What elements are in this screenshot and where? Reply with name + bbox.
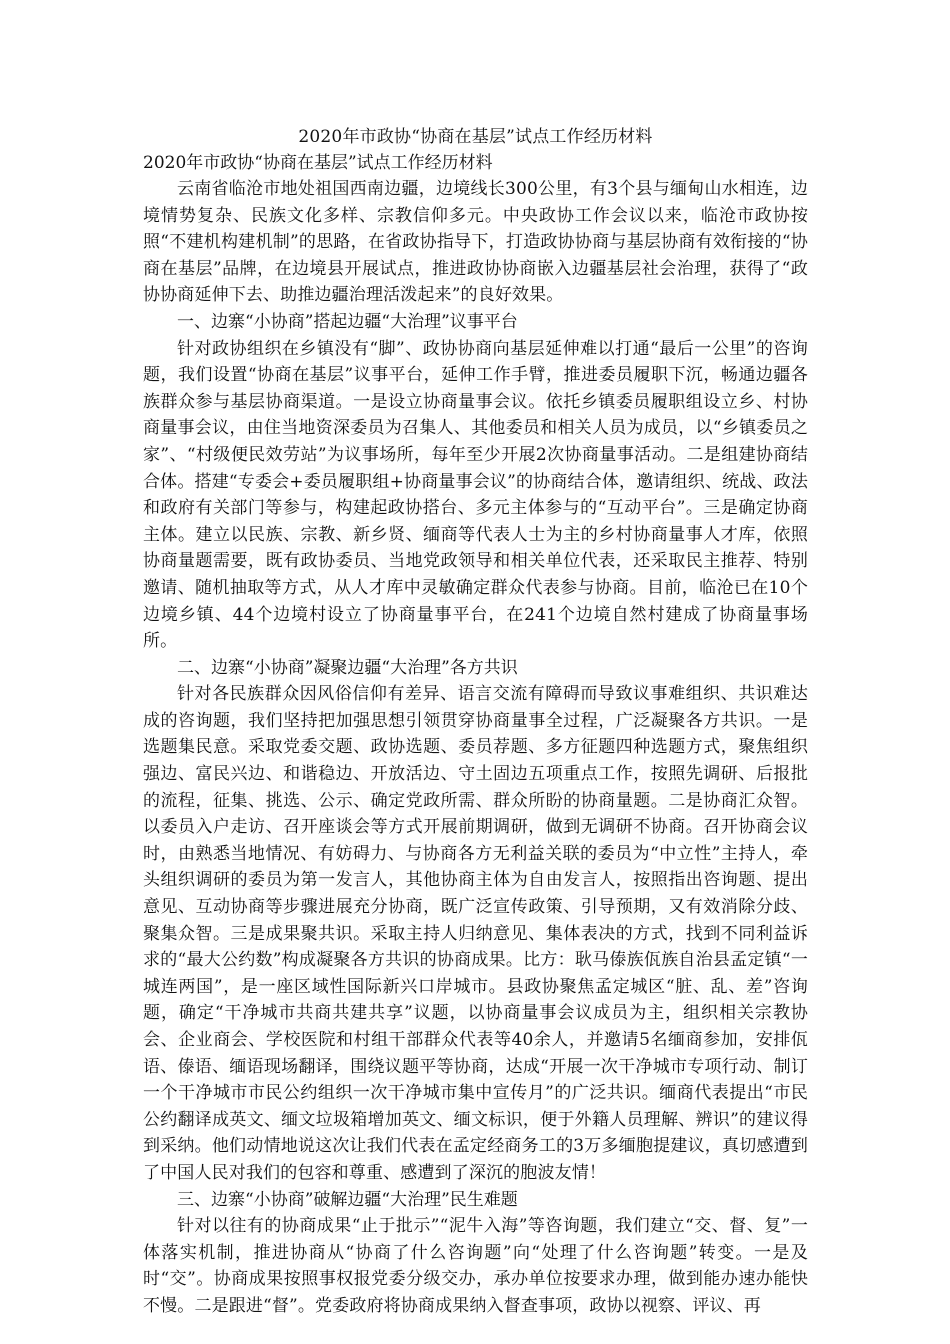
section-body-1: 针对政协组织在乡镇没有“脚”、政协协商向基层延伸难以打通“最后一公里”的咨询题，我们设置“协商在基层”议事平台，延伸工作手臂，推进委员履职下沉，畅通边疆各族群众参与基层协商渠道。一是设立协商量事会议。依托乡镇委员履职组设立乡、村协商量事会议，由住当地资深委员为召集人、其他委员和相关人员为成员，以“乡镇委员之家”、“村级便民效劳站”为议事场所，每年至少开展2次协商量事活动。二是组建协商结合体。搭建“专委会+委员履职组+协商量事会议”的协商结合体，邀请组织、统战、政法和政府有关部门等参与，构建起政协搭台、多元主体参与的“互动平台”。三是确定协商主体。建立以民族、宗教、新乡贤、缅商等代表人士为主的乡村协商量事人才库，依照协商量题需要，既有政协委员、当地党政领导和相关单位代表，还采取民主推荐、特别邀请、随机抽取等方式，从人才库中灵敏确定群众代表参与协商。目前，临沧已在10个边境乡镇、44个边境村设立了协商量事平台，在241个边境自然村建成了协商量事场所。 [143,338,808,652]
intro-paragraph: 云南省临沧市地处祖国西南边疆，边境线长300公里，有3个县与缅甸山水相连，边境情势复杂、民族文化多样、宗教信仰多元。中央政协工作会议以来，临沧市政协按照“不建机构建机制”的思路，在省政协指导下，打造政协协商与基层协商有效衔接的“协商在基层”品牌，在边境县开展试点，推进政协协商嵌入边疆基层社会治理，获得了“政协协商延伸下去、助推边疆治理活泼起来”的良好效果。 [143,179,808,306]
section-heading-1: 一、边寨“小协商”搭起边疆“大治理”议事平台 [177,311,518,332]
document-page [143,124,808,1320]
section-heading-2: 二、边寨“小协商”凝聚边疆“大治理”各方共识 [177,657,518,678]
section-heading-3: 三、边寨“小协商”破解边疆“大治理”民生难题 [177,1189,518,1210]
document-subtitle: 2020年市政协“协商在基层”试点工作经历材料 [143,153,493,173]
section-body-3: 针对以往有的协商成果“止于批示”“泥牛入海”等咨询题，我们建立“交、督、复”一体落实机制，推进协商从“协商了什么咨询题”向“处理了什么咨询题”转变。一是及时“交”。协商成果按照事权报党委分级交办，承办单位按要求办理，做到能办速办能快不慢。二是跟进“督”。党委政府将协商成果纳入督查事项，政协以视察、评议、再 [143,1216,808,1316]
section-body-2: 针对各民族群众因风俗信仰有差异、语言交流有障碍而导致议事难组织、共识难达成的咨询题，我们坚持把加强思想引领贯穿协商量事全过程，广泛凝聚各方共识。一是选题集民意。采取党委交题、政协选题、委员荐题、多方征题四种选题方式，聚焦组织强边、富民兴边、和谐稳边、开放活边、守土固边五项重点工作，按照先调研、后报批的流程，征集、挑选、公示、确定党政所需、群众所盼的协商量题。二是协商汇众智。以委员入户走访、召开座谈会等方式开展前期调研，做到无调研不协商。召开协商会议时，由熟悉当地情况、有妨碍力、与协商各方无利益关联的委员为“中立性”主持人，牵头组织调研的委员为第一发言人，其他协商主体为自由发言人，按照指出咨询题、提出意见、互动协商等步骤进展充分协商，既广泛宣传政策、引导预期，又有效消除分歧、聚集众智。三是成果聚共识。采取主持人归纳意见、集体表决的方式，找到不同利益诉求的“最大公约数”构成凝聚各方共识的协商成果。比方：耿马傣族佤族自治县孟定镇“一城连两国”，是一座区域性国际新兴口岸城市。县政协聚焦孟定城区“脏、乱、差”咨询题，确定“干净城市共商共建共享”议题，以协商量事会议成员为主，组织相关宗教协会、企业商会、学校医院和村组干部群众代表等40余人，并邀请5名缅商参加，安排佤语、傣语、缅语现场翻译，围绕议题平等协商，达成“开展一次干净城市专项行动、制订一个干净城市市民公约组织一次干净城市集中宣传月”的广泛共识。缅商代表提出“市民公约翻译成英文、缅文垃圾箱增加英文、缅文标识，便于外籍人员理解、辨识”的建议得到采纳。他们动情地说这次让我们代表在孟定经商务工的3万多缅胞提建议，真切感遭到了中国人民对我们的包容和尊重、感遭到了深沉的胞波友情！ [143,684,808,1183]
document-title: 2020年市政协“协商在基层”试点工作经历材料 [298,127,653,147]
